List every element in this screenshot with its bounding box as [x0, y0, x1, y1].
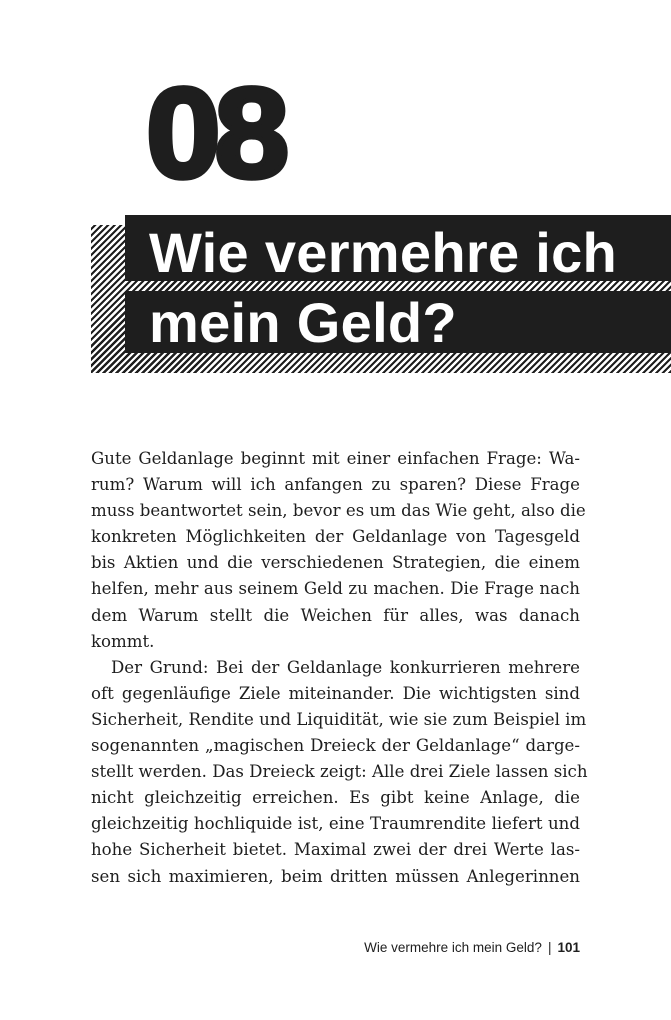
text-line: muss beantwortet sein, bevor es um das Wie geht, also die — [91, 501, 586, 521]
text-line: Sicherheit, Rendite und Liquidität, wie sie zum Beispiel im — [91, 709, 587, 729]
chapter-title-bar-1 — [125, 215, 671, 284]
text-line: stellt werden. Das Dreieck zeigt: Alle drei Ziele lassen sich — [91, 762, 588, 782]
text-line: sen sich maximieren, beim dritten müssen Anlegerinnen — [91, 866, 580, 886]
text-line: hohe Sicherheit bietet. Maximal zwei der drei Werte las- — [91, 840, 580, 860]
text-line: helfen, mehr aus seinem Geld zu machen. Die Frage nach — [91, 579, 580, 599]
text-line: sogenannten „magischen Dreieck der Geldanlage“ darge- — [91, 736, 580, 756]
chapter-title-bar-2 — [125, 291, 671, 353]
page-footer — [364, 940, 580, 955]
chapter-number: 08 — [146, 62, 283, 205]
chapter-title-line-1: Wie vermehre ich — [149, 221, 618, 284]
text-line: kommt. — [91, 631, 155, 651]
paragraph-2 — [91, 655, 588, 890]
body-text — [91, 446, 588, 890]
text-line: oft gegenläufige Ziele miteinander. Die wichtigsten sind — [91, 683, 580, 703]
paragraph-1 — [91, 446, 586, 655]
footer-separator: | — [547, 940, 552, 955]
text-line: Der Grund: Bei der Geldanlage konkurrieren mehrere — [111, 657, 580, 677]
text-line: gleichzeitig hochliquide ist, eine Traumrendite liefert und — [91, 814, 580, 834]
text-line: dem Warum stellt die Weichen für alles, was danach — [91, 605, 580, 625]
text-line: nicht gleichzeitig erreichen. Es gibt keine Anlage, die — [91, 788, 580, 808]
running-title: Wie vermehre ich mein Geld? — [364, 940, 542, 955]
text-line: Gute Geldanlage beginnt mit einer einfachen Frage: Wa- — [91, 449, 580, 468]
text-line: bis Aktien und die verschiedenen Strategien, die einem — [91, 553, 580, 573]
text-line: konkreten Möglichkeiten der Geldanlage von Tagesgeld — [91, 527, 580, 547]
page-number: 101 — [557, 940, 580, 955]
chapter-title-line-2: mein Geld? — [149, 291, 457, 354]
text-line: rum? Warum will ich anfangen zu sparen? Diese Frage — [91, 475, 580, 495]
